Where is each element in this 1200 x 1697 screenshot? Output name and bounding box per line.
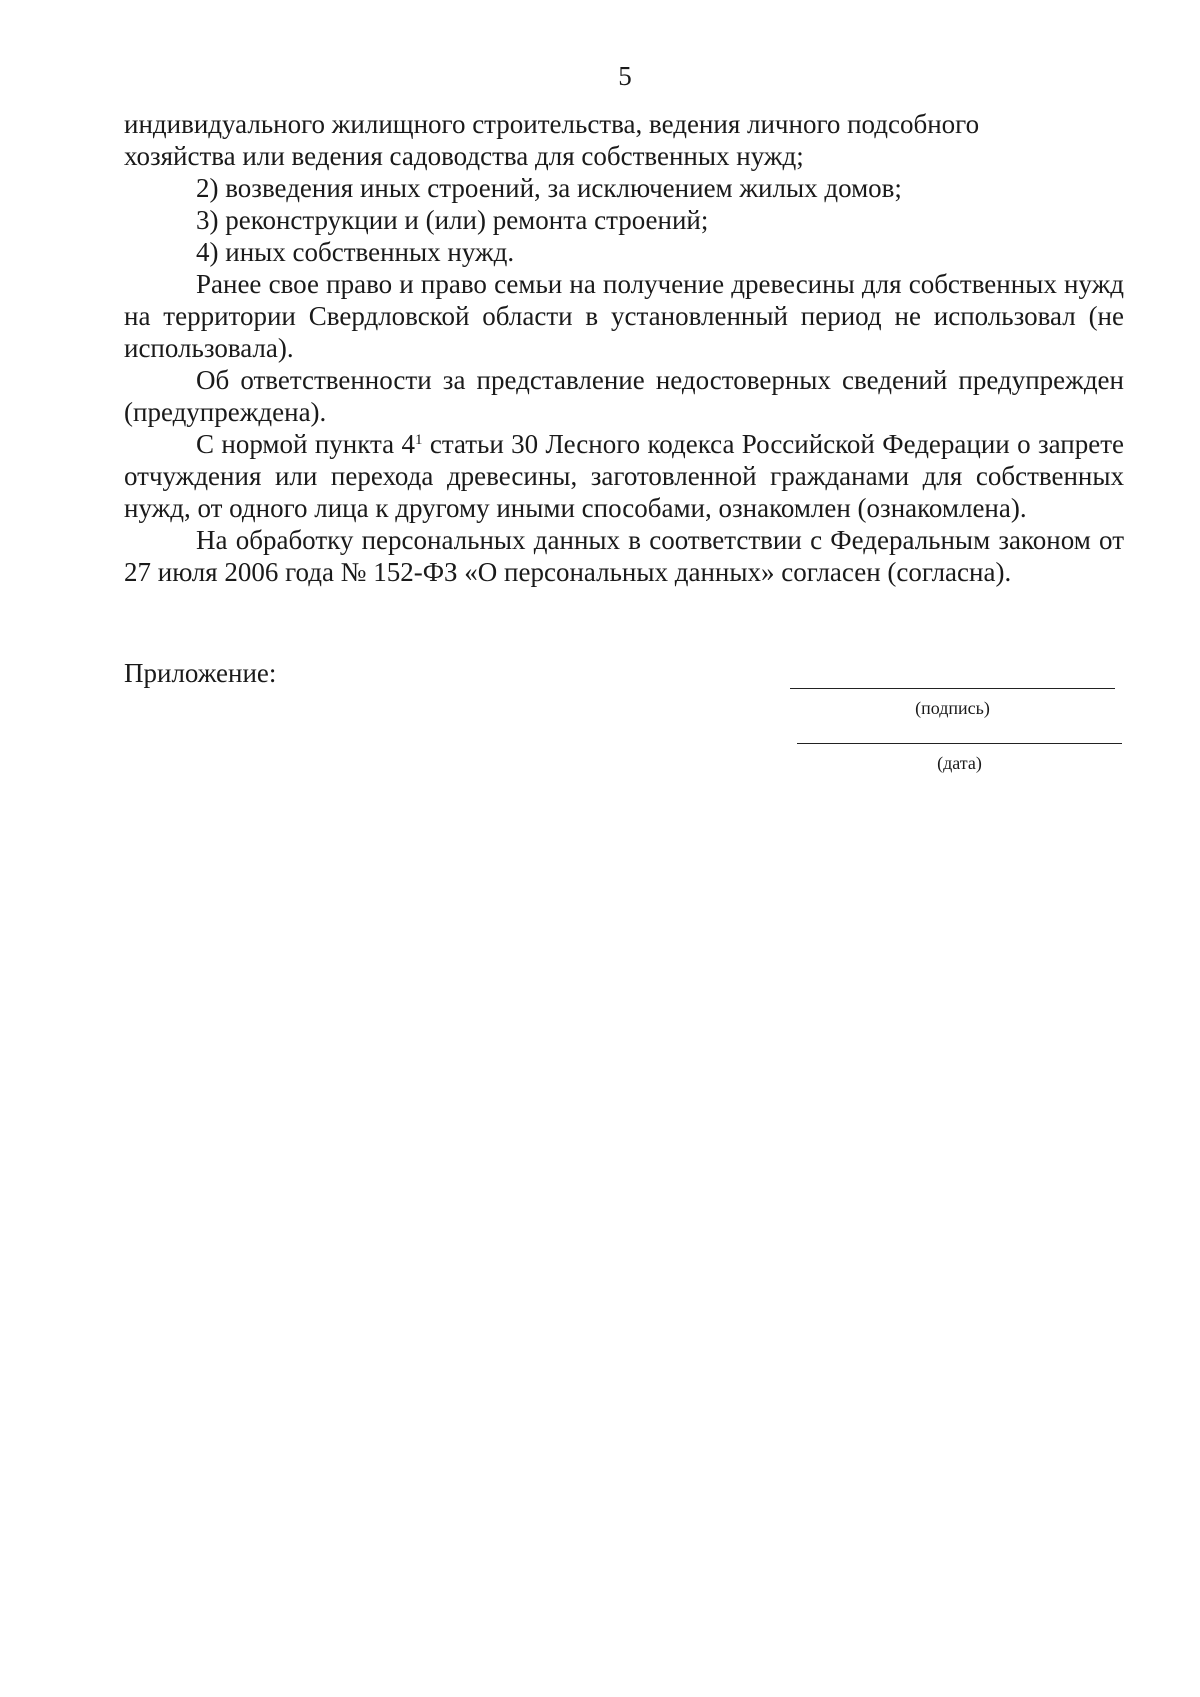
norm-text-before: С нормой пункта 4: [196, 429, 415, 459]
date-line: [797, 743, 1122, 744]
paragraph-forest-code-norm: [124, 428, 1124, 524]
paragraph-personal-data-consent: На обработку персональных данных в соответствии с Федеральным законом от 27 июля 2006 года № 152-ФЗ «О персональных данных» согласен (согласна).: [124, 525, 1124, 587]
page-number: 5: [618, 61, 632, 91]
signature-caption: (подпись): [915, 698, 990, 718]
paragraph-responsibility: Об ответственности за представление недостоверных сведений предупрежден (предупреждена).: [124, 365, 1124, 427]
list-item-4: 4) иных собственных нужд.: [196, 237, 515, 267]
date-field: [797, 743, 1122, 774]
list-item-2: 2) возведения иных строений, за исключением жилых домов;: [196, 173, 902, 203]
attachment-label: Приложение:: [124, 658, 277, 688]
paragraph-earlier-right: Ранее свое право и право семьи на получение древесины для собственных нужд на территории Свердловской области в установленный период не использовал (не использовала).: [124, 269, 1124, 363]
norm-text-after: статьи 30 Лесного кодекса Российской Федерации о запрете отчуждения или перехода древесины, заготовленной гражданами для собственных нужд, от одного лица к другому иными способами, ознакомлен (ознакомлена).: [124, 429, 1124, 523]
document-body: [124, 108, 1124, 588]
paragraph-continuation-line-1: индивидуального жилищного строительства, ведения личного подсобного: [124, 109, 980, 139]
norm-superscript: 1: [414, 432, 423, 448]
list-item-3: 3) реконструкции и (или) ремонта строений;: [196, 205, 709, 235]
signature-field: [790, 688, 1115, 719]
paragraph-continuation-line-2: хозяйства или ведения садоводства для собственных нужд;: [124, 141, 804, 171]
signature-line: [790, 688, 1115, 689]
date-caption: (дата): [937, 753, 982, 773]
